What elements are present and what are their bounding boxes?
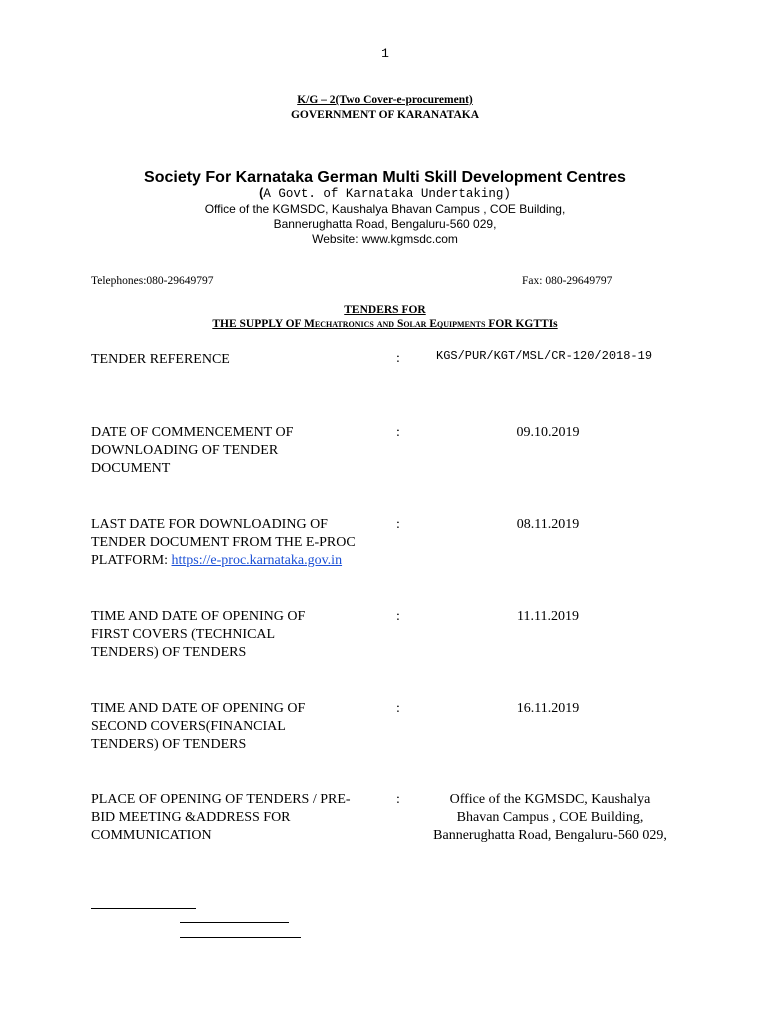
document-code: K/G – 2(Two Cover-e-procurement)	[297, 94, 473, 106]
footer-line-3	[180, 937, 301, 938]
tender-reference-label: TENDER REFERENCE	[91, 352, 230, 367]
org-website: Website: www.kgmsdc.com	[312, 232, 458, 246]
tender-title-part1: THE SUPPLY OF	[212, 318, 305, 330]
eproc-link[interactable]: https://e-proc.karnataka.gov.in	[171, 553, 343, 568]
commencement-colon: :	[396, 425, 400, 440]
footer-line-2	[180, 922, 289, 923]
tender-title-line2	[0, 318, 770, 330]
tender-title-line1: TENDERS FOR	[344, 304, 426, 316]
tender-reference-colon: :	[396, 351, 400, 366]
place-value-line2: Bhavan Campus , COE Building,	[456, 810, 644, 825]
last-date-value: 08.11.2019	[516, 517, 580, 532]
last-date-label-text: LAST DATE FOR DOWNLOADING OF TENDER DOCUMENT FROM THE E-PROC PLATFORM:	[91, 517, 356, 568]
place-value-line3: Bannerughatta Road, Bengaluru-560 029,	[433, 828, 667, 843]
org-subtitle-paren: (	[259, 186, 264, 200]
page-number: 1	[381, 46, 389, 61]
second-covers-value: 16.11.2019	[516, 701, 580, 716]
commencement-label: DATE OF COMMENCEMENT OF DOWNLOADING OF TENDER DOCUMENT	[91, 425, 294, 476]
commencement-value: 09.10.2019	[516, 425, 580, 440]
place-value-line1: Office of the KGMSDC, Kaushalya	[449, 792, 651, 807]
org-address-line1: Office of the KGMSDC, Kaushalya Bhavan Campus , COE Building,	[204, 202, 566, 216]
fax: Fax: 080-29649797	[522, 275, 613, 287]
first-covers-colon: :	[396, 609, 400, 624]
tender-reference-value: KGS/PUR/KGT/MSL/CR-120/2018-19	[436, 349, 653, 363]
telephone: Telephones:080-29649797	[91, 275, 214, 287]
org-address-line2: Bannerughatta Road, Bengaluru-560 029,	[273, 217, 497, 231]
org-subtitle	[0, 186, 770, 201]
first-covers-value: 11.11.2019	[517, 609, 579, 624]
first-covers-label: TIME AND DATE OF OPENING OF FIRST COVERS (TECHNICAL TENDERS) OF TENDERS	[91, 609, 306, 660]
tender-title-part2: Mechatronics and Solar Equipments	[304, 318, 486, 330]
org-subtitle-text: A Govt. of Karnataka Undertaking)	[263, 187, 511, 201]
government-heading: GOVERNMENT OF KARANATAKA	[290, 109, 480, 121]
place-colon: :	[396, 792, 400, 807]
last-date-colon: :	[396, 517, 400, 532]
place-label: PLACE OF OPENING OF TENDERS / PRE-BID MEETING &ADDRESS FOR COMMUNICATION	[91, 792, 351, 843]
tender-title-part3: FOR KGTTIs	[485, 318, 558, 330]
last-date-label	[91, 516, 386, 570]
org-name: Society For Karnataka German Multi Skill Development Centres	[144, 169, 626, 186]
footer-line-1	[91, 908, 196, 909]
second-covers-label: TIME AND DATE OF OPENING OF SECOND COVERS(FINANCIAL TENDERS) OF TENDERS	[91, 701, 306, 752]
second-covers-colon: :	[396, 701, 400, 716]
